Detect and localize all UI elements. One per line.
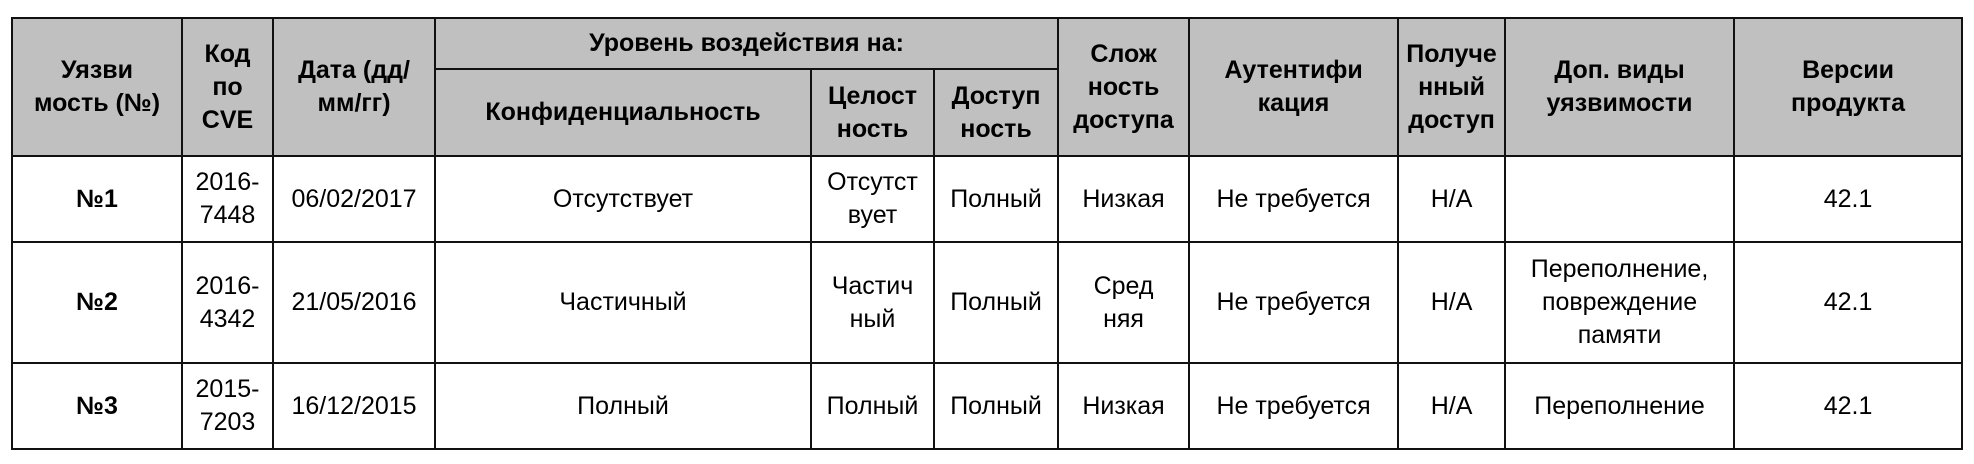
header-complexity-line1: Слож (1090, 39, 1157, 68)
cell-complexity (1058, 156, 1189, 242)
header-availability-line1: Доступ (951, 81, 1041, 110)
cell-authentication: Не требуется (1189, 156, 1398, 242)
header-versions-line1: Версии (1802, 56, 1894, 84)
header-vuln-number (12, 18, 182, 156)
header-cve-line2: по (212, 72, 243, 101)
header-complexity-line3: доступа (1073, 105, 1174, 134)
header-cve-code (182, 18, 273, 156)
cell-vuln-number: №3 (12, 363, 182, 449)
table-header (12, 18, 1962, 156)
header-access-line3: доступ (1408, 105, 1495, 134)
header-product-versions (1734, 18, 1962, 156)
cell-cve-line2: 7448 (199, 201, 256, 229)
header-cve-line3: CVE (201, 105, 254, 134)
cell-complexity (1058, 363, 1189, 449)
header-vuln-number-line2: мость (№) (33, 89, 161, 117)
cell-extra-line1: Переполнение (1534, 391, 1705, 420)
header-access-line2: нный (1418, 72, 1485, 101)
cell-confidentiality: Частичный (435, 242, 811, 363)
cell-complexity-line2: няя (1103, 304, 1144, 333)
table-row (12, 242, 1962, 363)
cell-integrity-line1: Отсутст (827, 168, 918, 196)
cell-product-version: 42.1 (1734, 156, 1962, 242)
cell-availability: Полный (934, 156, 1058, 242)
cell-extra-line3: памяти (1577, 321, 1662, 349)
cell-authentication: Не требуется (1189, 363, 1398, 449)
cell-complexity-line1: Сред (1093, 271, 1154, 300)
table-row (12, 363, 1962, 449)
header-integrity-line2: ность (836, 114, 909, 143)
header-integrity-line1: Целост (827, 81, 918, 110)
header-availability-line2: ность (960, 114, 1032, 143)
table-row (12, 156, 1962, 242)
header-complexity-line2: ность (1087, 72, 1160, 101)
header-authentication (1189, 18, 1398, 156)
cell-date: 06/02/2017 (273, 156, 435, 242)
header-vuln-number-line1: Уязви (60, 56, 134, 84)
header-access-line1: Получе (1406, 39, 1497, 68)
header-confidentiality: Конфиденциальность (435, 69, 811, 156)
header-access-complexity (1058, 18, 1189, 156)
cell-availability: Полный (934, 363, 1058, 449)
header-availability (934, 69, 1058, 156)
table-body (12, 156, 1962, 449)
cell-cve-code (182, 156, 273, 242)
cell-gained-access: Н/А (1398, 363, 1505, 449)
cell-cve-line1: 2015- (195, 375, 260, 403)
cell-vuln-number: №2 (12, 242, 182, 363)
cell-integrity-line2: вует (847, 201, 898, 229)
cell-extra-line1: Переполнение, (1530, 255, 1709, 283)
cell-complexity (1058, 242, 1189, 363)
header-gained-access (1398, 18, 1505, 156)
cell-complexity-line1: Низкая (1082, 391, 1165, 420)
cell-confidentiality: Отсутствует (435, 156, 811, 242)
cell-gained-access: Н/А (1398, 156, 1505, 242)
header-versions-line2: продукта (1791, 89, 1906, 117)
cell-cve-line2: 7203 (199, 408, 256, 436)
header-extra-vuln-types (1505, 18, 1734, 156)
cell-gained-access: Н/А (1398, 242, 1505, 363)
cell-product-version: 42.1 (1734, 242, 1962, 363)
cell-extra-vuln-types (1505, 156, 1734, 242)
cell-availability: Полный (934, 242, 1058, 363)
cell-cve-line2: 4342 (199, 304, 256, 333)
cell-extra-vuln-types (1505, 242, 1734, 363)
cell-integrity-line1: Частич (831, 271, 914, 300)
header-auth-line1: Аутентифи (1224, 56, 1363, 84)
header-row-top (12, 18, 1962, 69)
cell-cve-line1: 2016- (195, 271, 260, 300)
cell-integrity-line1: Полный (826, 391, 919, 420)
cell-confidentiality: Полный (435, 363, 811, 449)
cell-cve-code (182, 242, 273, 363)
cell-integrity (811, 363, 934, 449)
header-cve-line1: Код (204, 39, 251, 68)
cell-complexity-line1: Низкая (1082, 184, 1165, 213)
cell-integrity (811, 242, 934, 363)
header-date (273, 18, 435, 156)
cell-vuln-number: №1 (12, 156, 182, 242)
vulnerability-table (11, 17, 1963, 450)
header-date-line1: Дата (дд/ (298, 56, 410, 84)
header-date-line2: мм/гг) (317, 89, 391, 117)
header-impact-group: Уровень воздействия на: (435, 18, 1058, 69)
cell-cve-code (182, 363, 273, 449)
cell-integrity-line2: ный (849, 304, 896, 333)
cell-product-version: 42.1 (1734, 363, 1962, 449)
cell-extra-line2: повреждение (1541, 288, 1698, 316)
cell-date: 21/05/2016 (273, 242, 435, 363)
cell-cve-line1: 2016- (195, 168, 260, 196)
header-extra-line2: уязвимости (1546, 89, 1693, 117)
header-auth-line2: кация (1257, 89, 1330, 117)
cell-extra-vuln-types (1505, 363, 1734, 449)
cell-authentication: Не требуется (1189, 242, 1398, 363)
header-extra-line1: Доп. виды (1554, 56, 1685, 84)
header-integrity (811, 69, 934, 156)
cell-date: 16/12/2015 (273, 363, 435, 449)
cell-integrity (811, 156, 934, 242)
